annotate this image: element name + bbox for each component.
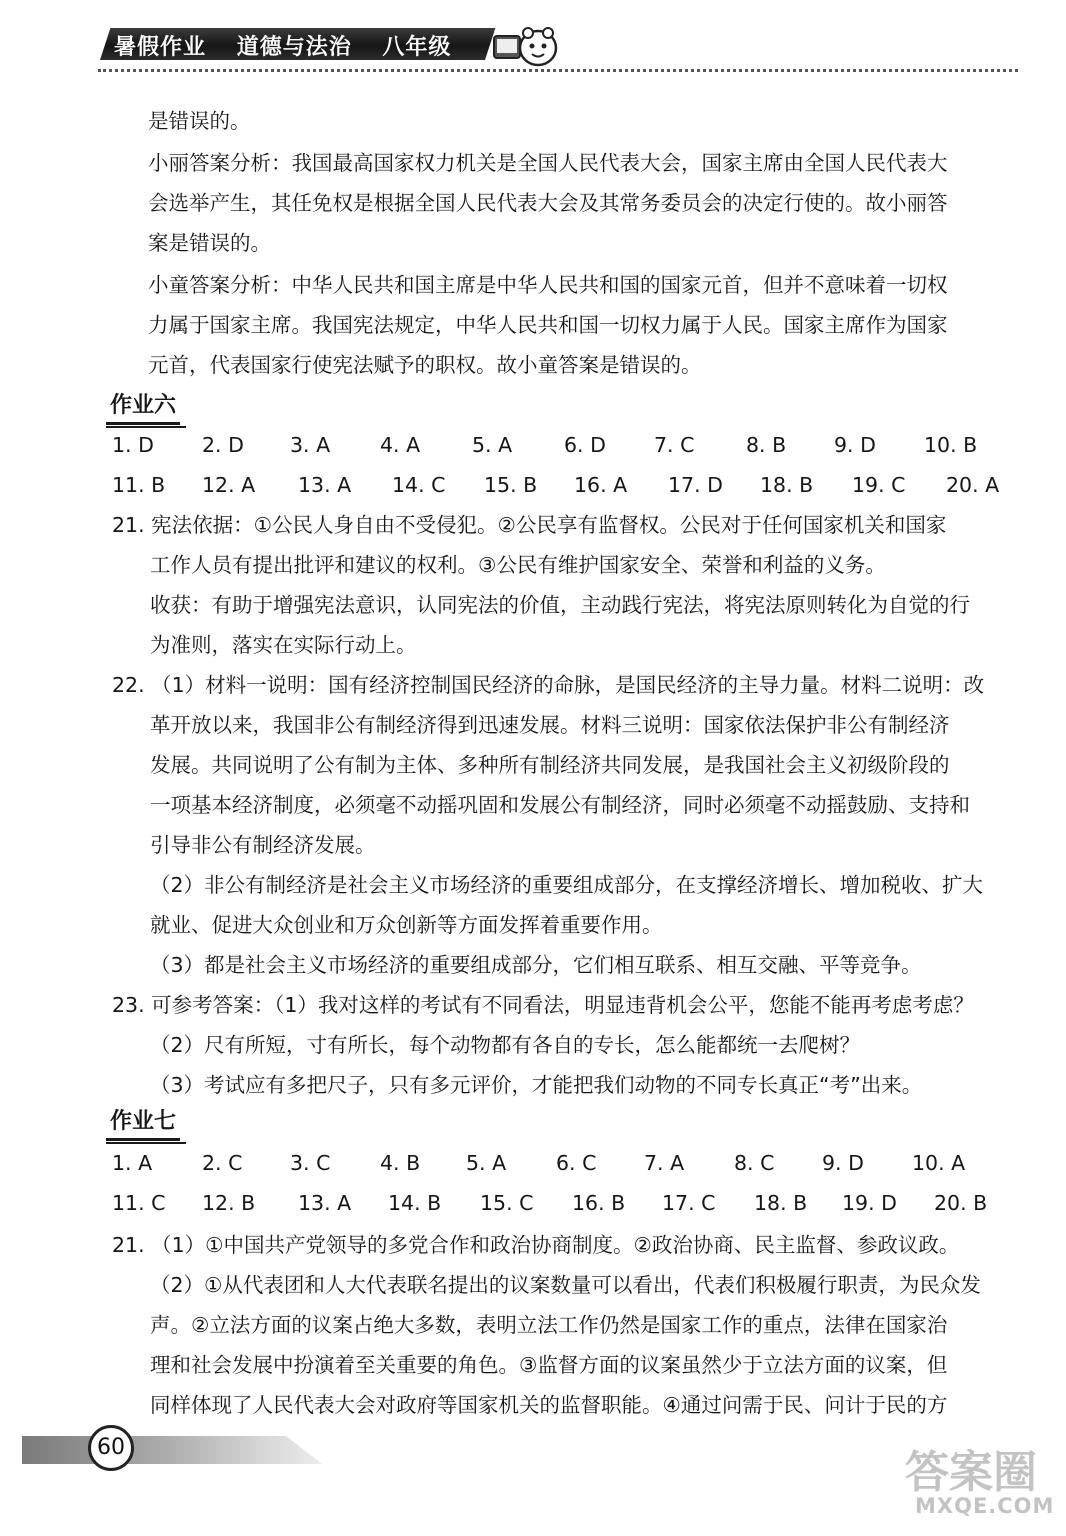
mc-answer: 3. C — [290, 1151, 331, 1175]
mc-answer: 8. B — [746, 433, 787, 457]
mc-answer: 18. B — [754, 1191, 808, 1215]
section-title-7: 作业七 — [106, 1108, 180, 1141]
text-line: （2）非公有制经济是社会主义市场经济的重要组成部分，在支撑经济增长、增加税收、扩大 — [150, 873, 984, 897]
text-line: 会选举产生，其任免权是根据全国人民代表大会及其常务委员会的决定行使的。故小丽答 — [148, 191, 948, 215]
text-line: （3）考试应有多把尺子，只有多元评价，才能把我们动物的不同专长真正“考”出来。 — [150, 1073, 923, 1097]
footer-bar — [22, 1436, 322, 1464]
mc-answer: 1. D — [112, 433, 154, 457]
mc-answer: 20. B — [934, 1191, 988, 1215]
text-line: 工作人员有提出批评和建议的权利。③公民有维护国家安全、荣誉和利益的义务。 — [150, 553, 886, 577]
text-line: 收获：有助于增强宪法意识，认同宪法的价值，主动践行宪法，将宪法原则转化为自觉的行 — [150, 593, 970, 617]
mc-answers-row — [112, 472, 1012, 500]
mc-answer: 6. D — [564, 433, 606, 457]
mc-answer: 8. C — [734, 1151, 775, 1175]
mc-answer: 1. A — [112, 1151, 153, 1175]
text-line: 就业、促进大众创业和万众创新等方面发挥着重要作用。 — [150, 913, 663, 937]
section-title-6: 作业六 — [106, 392, 180, 425]
mc-answer: 10. A — [912, 1151, 966, 1175]
mc-answer: 17. D — [668, 473, 723, 497]
text-line: 为准则，落实在实际行动上。 — [150, 633, 417, 657]
mc-answer: 10. B — [924, 433, 978, 457]
text-line: 理和社会发展中扮演着至关重要的角色。③监督方面的议案虽然少于立法方面的议案，但 — [150, 1353, 948, 1377]
mc-answer: 5. A — [466, 1151, 507, 1175]
text-line: （2）尺有所短，寸有所长，每个动物都有各自的专长，怎么能都统一去爬树？ — [150, 1033, 861, 1057]
header-subject: 道德与法治 — [236, 35, 352, 60]
mc-answer: 12. B — [202, 1191, 256, 1215]
text-line: 21. （1）①中国共产党领导的多党合作和政治协商制度。②政治协商、民主监督、参政议政。 — [112, 1233, 960, 1257]
mc-answer: 4. B — [380, 1151, 421, 1175]
text-line: 引导非公有制经济发展。 — [150, 833, 376, 857]
text-line: 力属于国家主席。我国宪法规定，中华人民共和国一切权力属于人民。国家主席作为国家 — [148, 313, 948, 337]
mc-answers-row — [112, 1150, 1012, 1178]
mc-answer: 20. A — [946, 473, 1000, 497]
mc-answer: 13. A — [298, 473, 352, 497]
mc-answer: 16. A — [574, 473, 628, 497]
mc-answer: 6. C — [556, 1151, 597, 1175]
text-line: 23. 可参考答案：（1）我对这样的考试有不同看法，明显违背机会公平，您能不能再考虑考虑？ — [112, 993, 974, 1017]
mc-answer: 17. C — [662, 1191, 716, 1215]
mc-answer: 16. B — [572, 1191, 626, 1215]
mc-answer: 15. B — [484, 473, 538, 497]
mc-answer: 11. B — [112, 473, 166, 497]
watermark — [905, 1436, 1055, 1526]
text-line: 小童答案分析：中华人民共和国主席是中华人民共和国的国家元首，但并不意味着一切权 — [148, 273, 948, 297]
mc-answer: 5. A — [472, 433, 513, 457]
mc-answer: 9. D — [822, 1151, 864, 1175]
header-grade: 八年级 — [382, 35, 452, 60]
text-line: 是错误的。 — [148, 109, 251, 133]
text-line: 声。②立法方面的议案占绝大多数，表明立法工作仍然是国家工作的重点，法律在国家治 — [150, 1313, 948, 1337]
text-line: 发展。共同说明了公有制为主体、多种所有制经济共同发展，是我国社会主义初级阶段的 — [150, 753, 950, 777]
mc-answer: 2. C — [202, 1151, 243, 1175]
mc-answers-row — [112, 1190, 1012, 1218]
text-line: 案是错误的。 — [148, 231, 271, 255]
text-line: 元首，代表国家行使宪法赋予的职权。故小童答案是错误的。 — [148, 353, 702, 377]
watermark-url: MXQE.COM — [915, 1494, 1055, 1518]
header-series: 暑假作业 — [114, 35, 207, 60]
text-line: 21. 宪法依据：①公民人身自由不受侵犯。②公民享有监督权。公民对于任何国家机关和国家 — [112, 513, 947, 537]
text-line: 一项基本经济制度，必须毫不动摇巩固和发展公有制经济，同时必须毫不动摇鼓励、支持和 — [150, 793, 970, 817]
mc-answer: 2. D — [202, 433, 244, 457]
page-number: 60 — [88, 1425, 134, 1471]
mc-answer: 19. D — [842, 1191, 897, 1215]
text-line: 同样体现了人民代表大会对政府等国家机关的监督职能。④通过问需于民、问计于民的方 — [150, 1393, 948, 1417]
mc-answer: 18. B — [760, 473, 814, 497]
mc-answers-row — [112, 432, 1012, 460]
text-line: 革开放以来，我国非公有制经济得到迅速发展。材料三说明：国家依法保护非公有制经济 — [150, 713, 950, 737]
mc-answer: 7. C — [654, 433, 695, 457]
mc-answer: 15. C — [480, 1191, 534, 1215]
mc-answer: 13. A — [298, 1191, 352, 1215]
text-line: （2）①从代表团和人大代表联名提出的议案数量可以看出，代表们积极履行职责，为民众发 — [150, 1273, 981, 1297]
mc-answer: 11. C — [112, 1191, 166, 1215]
mc-answer: 14. B — [388, 1191, 442, 1215]
watermark-logo: 答案圈 — [905, 1447, 1037, 1498]
mc-answer: 3. A — [290, 433, 331, 457]
text-line: （3）都是社会主义市场经济的重要组成部分，它们相互联系、相互交融、平等竞争。 — [150, 953, 922, 977]
mc-answer: 19. C — [852, 473, 906, 497]
mc-answer: 9. D — [834, 433, 876, 457]
mc-answer: 14. C — [392, 473, 446, 497]
mc-answer: 7. A — [644, 1151, 685, 1175]
text-line: 22. （1）材料一说明：国有经济控制国民经济的命脉，是国民经济的主导力量。材料二说明：改 — [112, 673, 985, 697]
mc-answer: 4. A — [380, 433, 421, 457]
mc-answer: 12. A — [202, 473, 256, 497]
text-line: 小丽答案分析：我国最高国家权力机关是全国人民代表大会，国家主席由全国人民代表大 — [148, 151, 948, 175]
